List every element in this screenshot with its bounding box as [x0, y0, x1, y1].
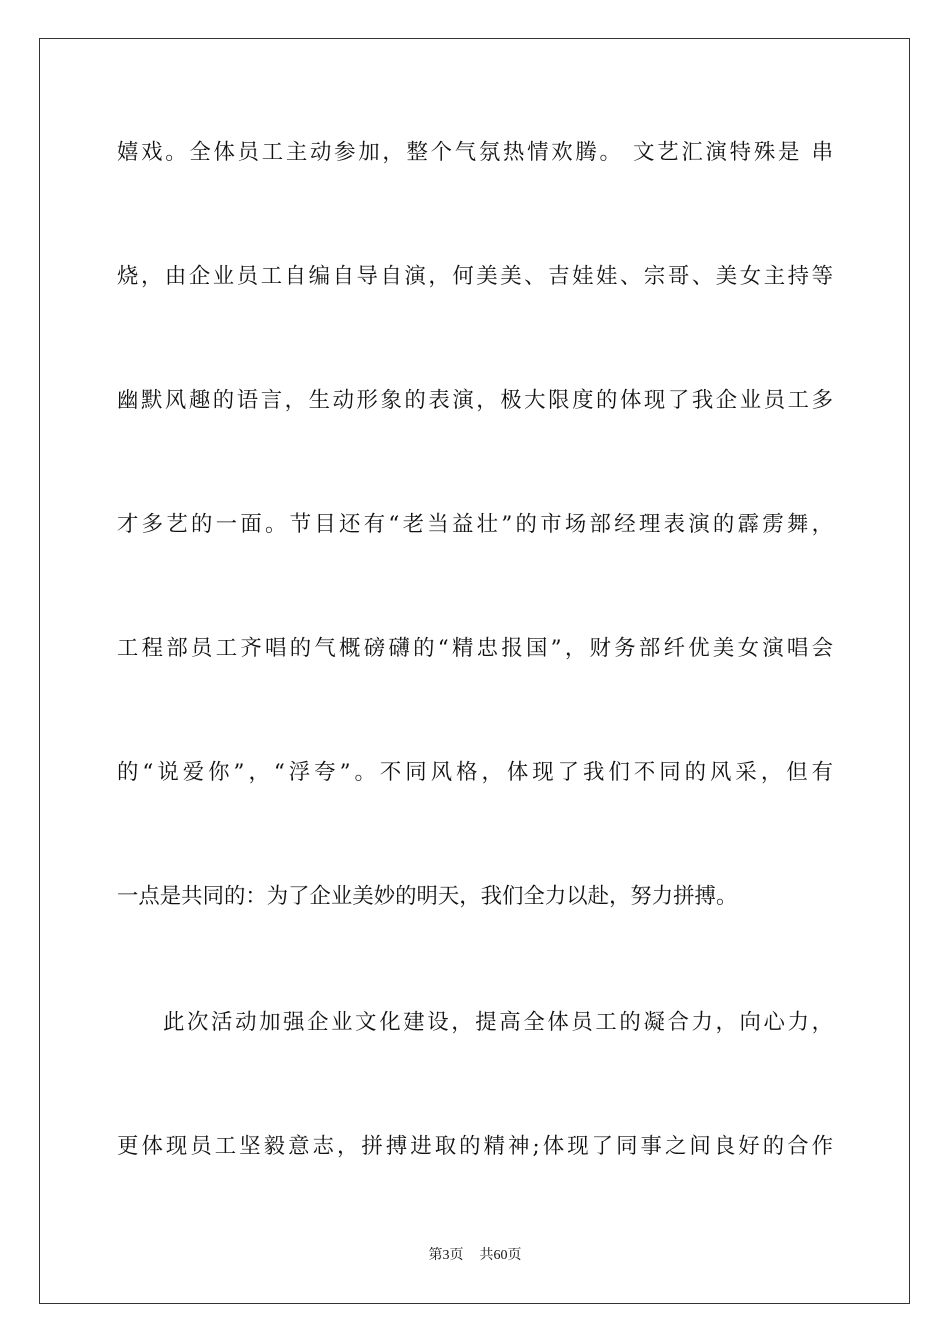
page-frame — [39, 38, 910, 1304]
body-text-line-4: 才多艺的一面。节目还有“老当益壮”的市场部经理表演的霹雳舞， — [117, 512, 833, 537]
page-footer — [0, 1247, 950, 1265]
body-text-line-5: 工程部员工齐唱的气概磅礴的“精忠报国”，财务部纤优美女演唱会 — [117, 636, 833, 661]
body-text-line-8: 此次活动加强企业文化建设，提高全体员工的凝合力，向心力， — [163, 1010, 833, 1035]
body-text-line-1: 嬉戏。全体员工主动参加，整个气氛热情欢腾。 文艺汇演特殊是 串 — [117, 140, 833, 165]
body-text-line-7: 一点是共同的：为了企业美妙的明天，我们全力以赴，努力拼搏。 — [117, 884, 738, 909]
page-total: 共60页 — [479, 1248, 522, 1263]
body-text-line-6: 的“说爱你”，“浮夸”。不同风格，体现了我们不同的风采，但有 — [117, 760, 833, 785]
body-text-line-3: 幽默风趣的语言，生动形象的表演，极大限度的体现了我企业员工多 — [117, 388, 833, 413]
page-number: 第3页 — [428, 1248, 464, 1263]
body-text-line-9: 更体现员工坚毅意志，拼搏进取的精神;体现了同事之间良好的合作 — [117, 1134, 833, 1159]
body-text-line-2: 烧，由企业员工自编自导自演，何美美、吉娃娃、宗哥、美女主持等 — [117, 264, 833, 289]
